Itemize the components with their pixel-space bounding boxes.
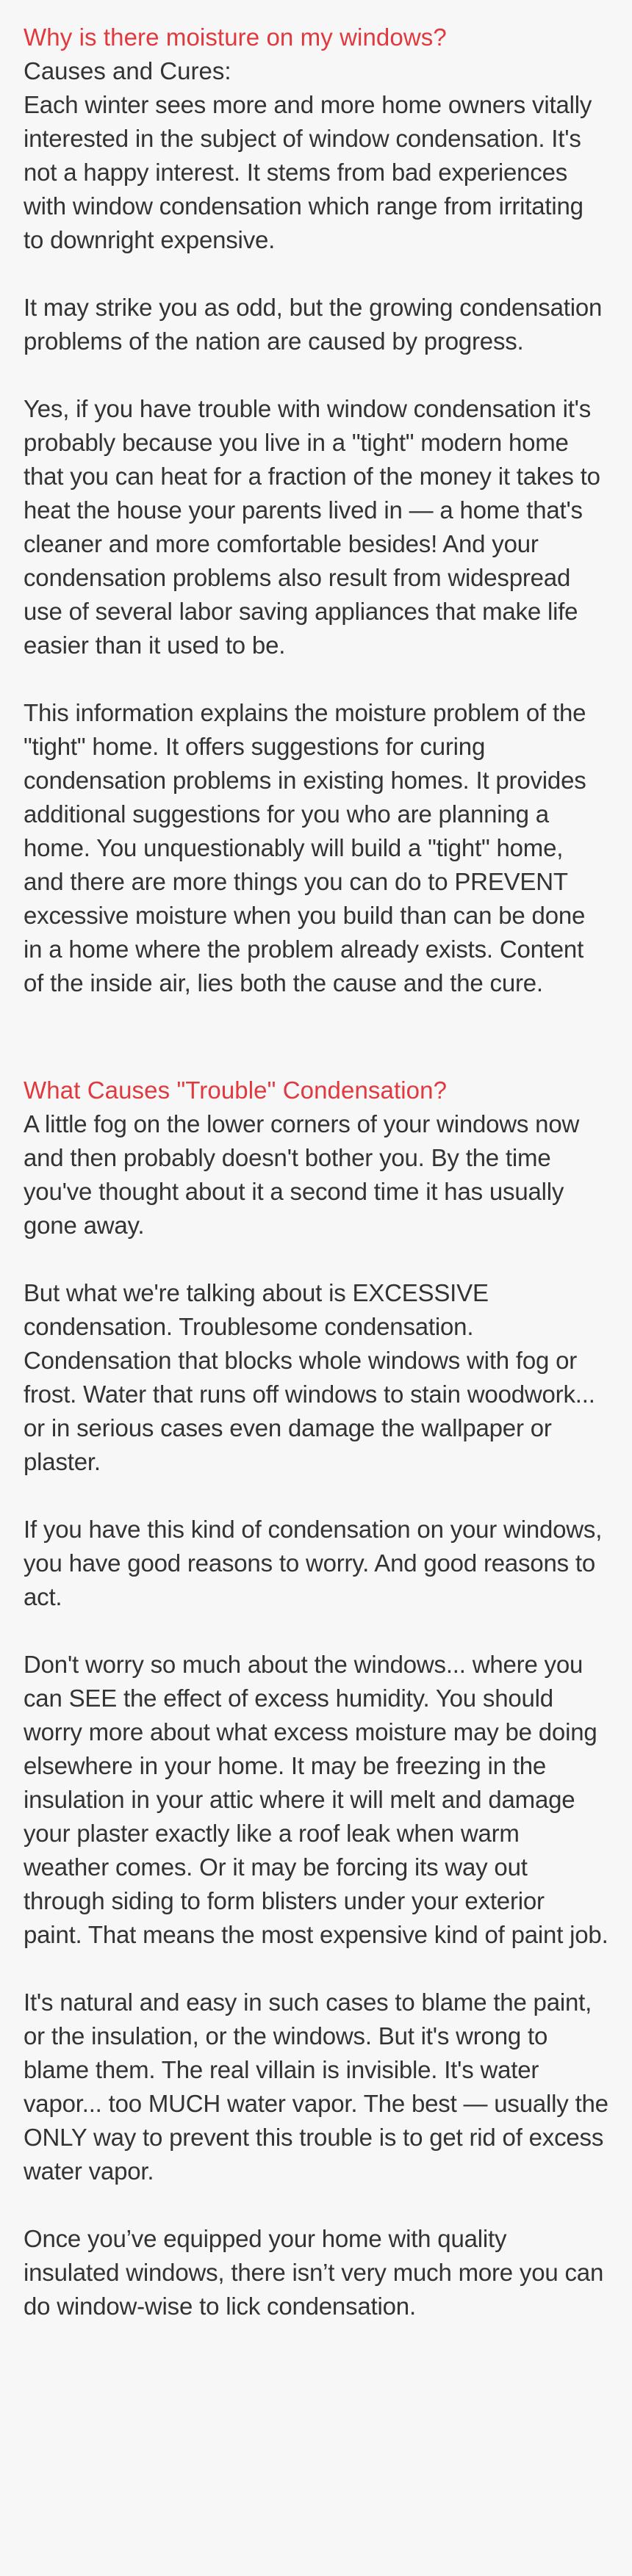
paragraph: Don't worry so much about the windows... where you can SEE the effect of excess humidity. You should worry more about what excess moisture may be doing elsewhere in your home. It may be freezing in the insulation in your attic where it will melt and damage your plaster exactly like a roof leak when warm weather comes. Or it may be forcing its way out through siding to form blisters under your exterior paint. That means the most expensive kind of paint job. [24,1651,608,1948]
section-heading: Why is there moisture on my windows? [24,23,447,51]
paragraph: But what we're talking about is EXCESSIVE condensation. Troublesome condensation. Condensation that blocks whole windows with fog or frost. Water that runs off windows to stain woodwork... or in serious cases even damage the wallpaper or plaster. [24,1279,595,1475]
paragraph: It's natural and easy in such cases to blame the paint, or the insulation, or the windows. But it's wrong to blame them. The real villain is invisible. It's water vapor... too MUCH water vapor. The best — usually the ONLY way to prevent this trouble is to get rid of excess water vapor. [24,1989,608,2185]
paragraph: It may strike you as odd, but the growing condensation problems of the nation are caused by progress. [24,294,603,355]
section-what-causes-trouble-condensation [24,1074,608,2323]
paragraph: Each winter sees more and more home owners vitally interested in the subject of window condensation. It's not a happy interest. It stems from bad experiences with window condensation which range from irritating to downright expensive. [24,91,592,253]
section-heading: What Causes "Trouble" Condensation? [24,1077,448,1104]
paragraph: This information explains the moisture problem of the "tight" home. It offers suggestions for curing condensation problems in existing homes. It provides additional suggestions for you who are planning a home. You unquestionably will build a "tight" home, and there are more things you can do to PREVENT excessive moisture when you build than can be done in a home where the problem already exists. Content of the inside air, lies both the cause and the cure. [24,699,586,996]
section-subheading: Causes and Cures: [24,57,231,84]
paragraph: If you have this kind of condensation on your windows, you have good reasons to worry. And good reasons to act. [24,1516,603,1610]
section-moisture-causes-and-cures [24,21,608,1000]
paragraph: Yes, if you have trouble with window condensation it's probably because you live in a "tight" modern home that you can heat for a fraction of the money it takes to heat the house your parents lived in — a home that's cleaner and more comfortable besides! And your condensation problems also result from widespread use of several labor saving appliances that make life easier than it used to be. [24,395,600,659]
paragraph: A little fog on the lower corners of your windows now and then probably doesn't bother you. By the time you've thought about it a second time it has usually gone away. [24,1110,580,1239]
paragraph: Once you’ve equipped your home with quality insulated windows, there isn’t very much more you can do window-wise to lick condensation. [24,2225,604,2320]
